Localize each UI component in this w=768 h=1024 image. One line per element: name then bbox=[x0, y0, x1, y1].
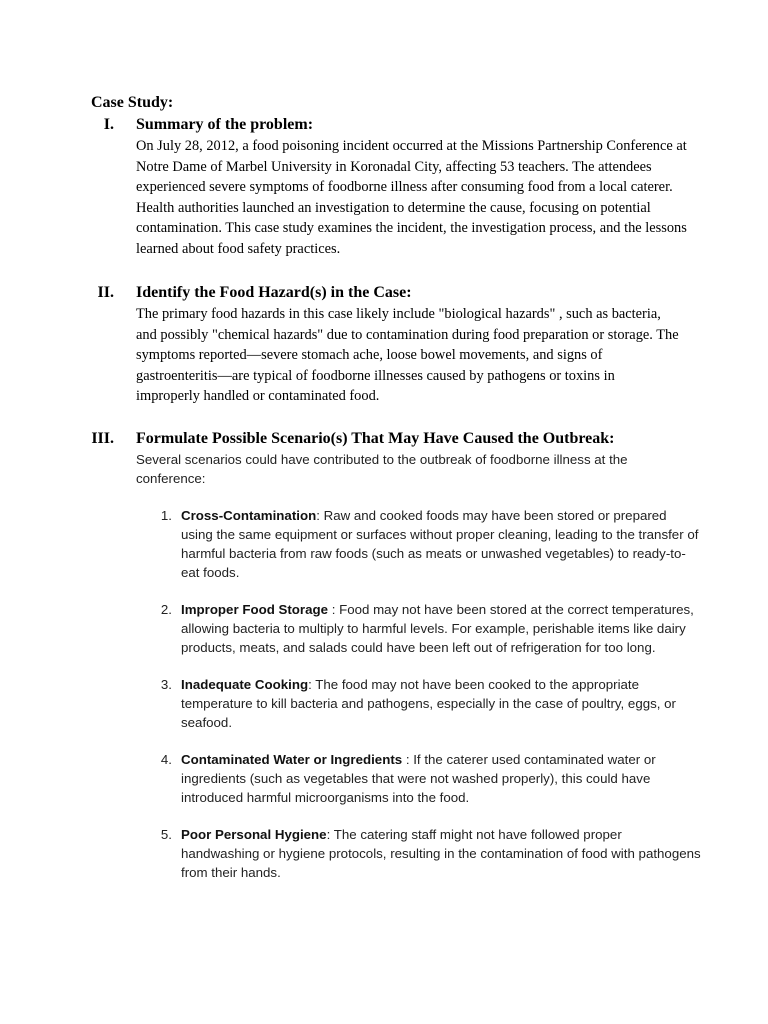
list-item-number: 1. bbox=[160, 508, 172, 523]
section-numeral: II. bbox=[97, 284, 114, 301]
section-numeral: III. bbox=[91, 430, 114, 447]
section-body: On July 28, 2012, a food poisoning incident occurred at the Missions Partnership Conference at Notre Dame of Marbel University in Koronadal City, affecting 53 teachers. The attendees experienced severe symptoms of foodborne illness after consuming food from a local caterer. Health authorities launched an investigation to determine the cause, focusing on potential contamination. This case study examines the incident, the investigation process, and the lessons learned about food safety practices. bbox=[136, 138, 687, 257]
list-item-number: 5. bbox=[160, 827, 172, 842]
list-item bbox=[160, 750, 701, 807]
section-heading: Formulate Possible Scenario(s) That May Have Caused the Outbreak: bbox=[136, 430, 615, 447]
list-item bbox=[160, 675, 701, 732]
list-item-number: 4. bbox=[160, 752, 172, 767]
scenario-list bbox=[160, 506, 701, 882]
section-body: The primary food hazards in this case likely include "biological hazards" , such as bacteria, and possibly "chemical hazards" due to contamination during food preparation or storage. The symptoms reported—severe stomach ache, loose bowel movements, and signs of gastroenteritis—are typical of foodborne illnesses caused by pathogens or toxins in improperly handled or contaminated food. bbox=[136, 306, 679, 405]
section-heading: Identify the Food Hazard(s) in the Case: bbox=[136, 284, 412, 301]
list-item-term: Cross-Contamination bbox=[181, 508, 317, 523]
list-item-number: 3. bbox=[160, 677, 172, 692]
list-item-text: : Raw and cooked foods may have been stored or prepared using the same equipment or surfaces without proper cleaning, leading to the transfer of harmful bacteria from raw foods (such as meats or unwashed vegetables) to ready-to-eat foods. bbox=[181, 508, 699, 580]
list-item-text: : If the caterer used contaminated water or ingredients (such as vegetables that were not washed properly), this could have introduced harmful microorganisms into the food. bbox=[181, 752, 656, 805]
list-item-term: Contaminated Water or Ingredients bbox=[181, 752, 403, 767]
list-item bbox=[160, 506, 701, 582]
list-item bbox=[160, 825, 701, 882]
list-item bbox=[160, 600, 701, 657]
list-item-term: Poor Personal Hygiene bbox=[181, 827, 327, 842]
section-heading: Summary of the problem: bbox=[136, 116, 314, 133]
section-body: Several scenarios could have contributed to the outbreak of foodborne illness at the conference: bbox=[136, 452, 628, 486]
list-item-text: : Food may not have been stored at the correct temperatures, allowing bacteria to multiply to harmful levels. For example, perishable items like dairy products, meats, and salads could have been left out of refrigeration for too long. bbox=[181, 602, 694, 655]
list-item-term: Inadequate Cooking bbox=[181, 677, 309, 692]
list-item-text: : The food may not have been cooked to the appropriate temperature to kill bacteria and pathogens, especially in the case of poultry, eggs, or seafood. bbox=[181, 677, 676, 730]
document-title: Case Study: bbox=[91, 94, 174, 111]
list-item-text: : The catering staff might not have followed proper handwashing or hygiene protocols, resulting in the contamination of food with pathogens from their hands. bbox=[181, 827, 701, 880]
list-item-term: Improper Food Storage bbox=[181, 602, 329, 617]
section-numeral: I. bbox=[103, 116, 114, 133]
list-item-number: 2. bbox=[160, 602, 172, 617]
